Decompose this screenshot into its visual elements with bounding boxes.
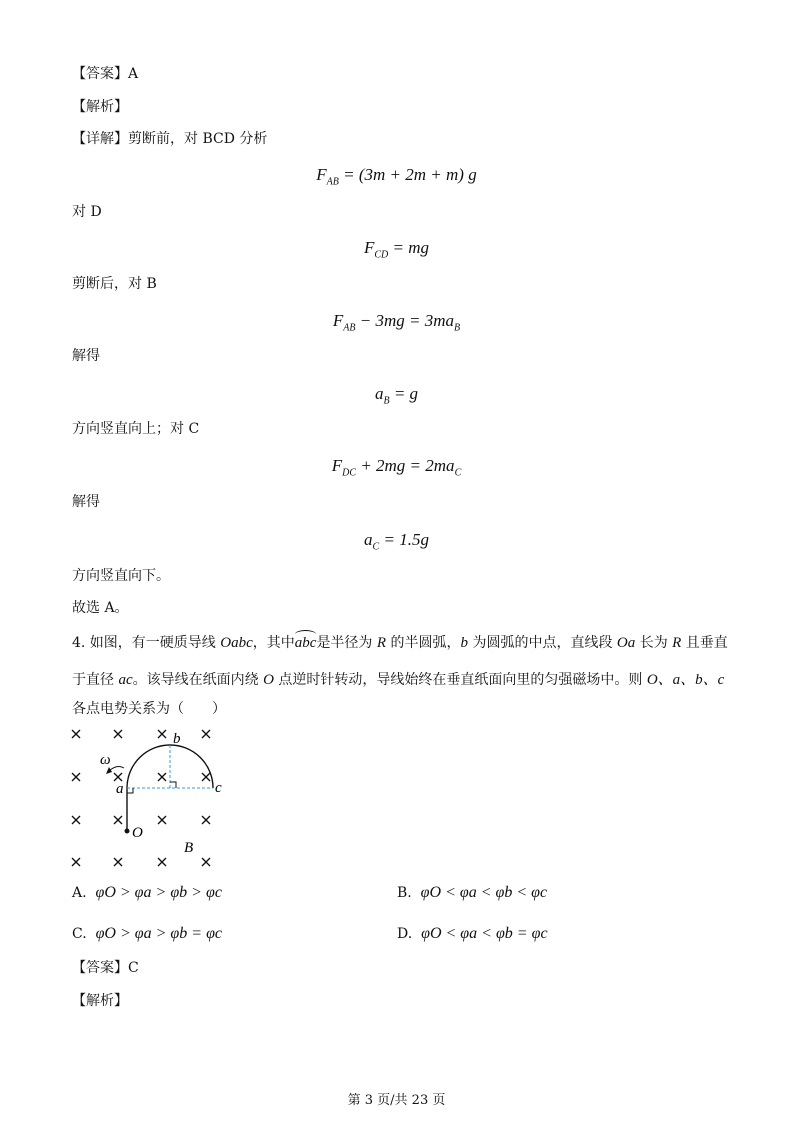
text-solve-1: 解得 bbox=[72, 348, 100, 364]
option-c[interactable]: C. φO > φa > φb = φc bbox=[72, 925, 223, 942]
text-dui-d: 对 D bbox=[72, 204, 102, 220]
option-a[interactable]: A. φO > φa > φb > φc bbox=[72, 884, 222, 901]
analysis-label: 【解析】 bbox=[72, 99, 128, 115]
option-d[interactable]: D. φO < φa < φb = φc bbox=[397, 925, 548, 942]
text-after-cut: 剪断后，对 B bbox=[72, 276, 157, 292]
option-b[interactable]: B. φO < φa < φb < φc bbox=[397, 884, 548, 901]
equation-5: $F_{DC} + 2mg = 2ma_C$ bbox=[331, 456, 462, 479]
arc-abc: abc bbox=[294, 635, 317, 651]
label-omega: ω bbox=[100, 752, 111, 768]
right-angle-center bbox=[170, 782, 176, 788]
label-c: c bbox=[215, 780, 222, 796]
answer-label-2: 【答案】C bbox=[72, 960, 139, 976]
label-o: O bbox=[132, 825, 143, 841]
right-angle-a bbox=[127, 788, 133, 793]
equation-1: $F_{AB} = (3m + 2m + m)$ g bbox=[316, 165, 477, 188]
equation-6: $a_C = 1.5g$ bbox=[364, 530, 429, 553]
label-a: a bbox=[116, 781, 124, 797]
equation-2: $F_{CD}$ = mg bbox=[363, 238, 430, 261]
answer-label: 【答案】A bbox=[72, 66, 139, 82]
equation-4: $a_B = g$ bbox=[374, 384, 419, 407]
text-choose: 故选 A。 bbox=[72, 600, 129, 616]
detail-text: 【详解】剪断前，对 BCD 分析 bbox=[72, 131, 268, 147]
magnetic-field-figure bbox=[62, 722, 242, 872]
question-4-line-2: 于直径 ac。该导线在纸面内绕 O 点逆时针转动，导线始终在垂直纸面向里的匀强磁场中。则 O、a、b、c bbox=[72, 672, 725, 688]
analysis-label-2: 【解析】 bbox=[72, 993, 128, 1009]
text-direction-up: 方向竖直向上；对 C bbox=[72, 421, 200, 437]
text-direction-down: 方向竖直向下。 bbox=[72, 568, 170, 584]
question-4-line-3: 各点电势关系为（ ） bbox=[72, 701, 226, 717]
rotation-arrow-icon bbox=[109, 767, 124, 771]
page-footer: 第 3 页/共 23 页 bbox=[347, 1093, 446, 1108]
pivot-point-o bbox=[125, 829, 130, 834]
text-solve-2: 解得 bbox=[72, 494, 100, 510]
equation-3: $F_{AB} - 3mg = 3ma_B$ bbox=[332, 311, 461, 334]
question-4-line-1: 4. 如图，有一硬质导线 Oabc，其中abc是半径为 R 的半圆弧，b 为圆弧的中点，直线段 Oa 长为 R 且垂直 bbox=[72, 635, 728, 651]
label-b-field: B bbox=[184, 840, 194, 856]
label-b: b bbox=[173, 731, 181, 747]
